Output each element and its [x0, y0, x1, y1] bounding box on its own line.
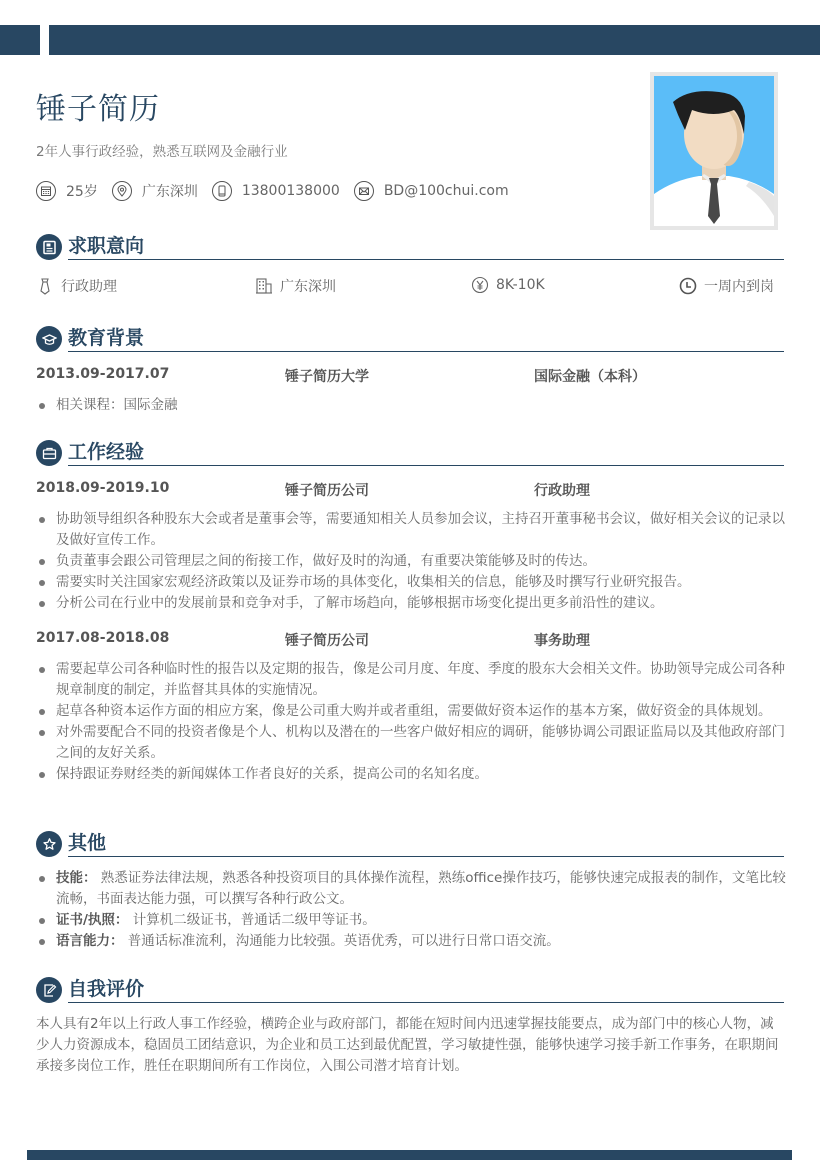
work-bullets — [36, 659, 786, 785]
job-intent-row — [36, 276, 784, 296]
intent-availability-value: 一周内到岗 — [704, 279, 774, 295]
work-entry-header — [36, 630, 784, 650]
email-icon — [354, 181, 374, 201]
star-icon — [36, 831, 62, 857]
work-role: 行政助理 — [534, 483, 590, 499]
work-date: 2018.09-2019.10 — [36, 480, 170, 496]
education-major: 国际金融（本科） — [534, 369, 646, 385]
language-value: 普通话标准流利，沟通能力比较强。英语优秀，可以进行日常口语交流。 — [127, 933, 560, 949]
resume-name: 锤子简历 — [36, 92, 160, 127]
list-item: 分析公司在行业中的发展前景和竞争对手，了解市场趋向，能够根据市场变化提出更多前沿性的建议。 — [36, 593, 786, 614]
list-item: 需要实时关注国家宏观经济政策以及证券市场的具体变化，收集相关的信息，能够及时撰写行业研究报告。 — [36, 572, 786, 593]
certificate-label: 证书/执照： — [56, 912, 129, 928]
work-company: 锤子简历公司 — [285, 633, 369, 649]
intent-city-value: 广东深圳 — [280, 279, 336, 295]
list-item — [36, 868, 786, 910]
section-other-header — [36, 829, 784, 857]
intent-city — [255, 276, 336, 296]
language-label: 语言能力： — [56, 933, 124, 949]
document-icon — [36, 234, 62, 260]
section-intent-header — [36, 232, 784, 260]
list-item: 相关课程：国际金融 — [36, 395, 786, 416]
work-company: 锤子简历公司 — [285, 483, 369, 499]
email-value: BD@100chui.com — [383, 183, 509, 199]
list-item — [36, 931, 786, 952]
section-title: 教育背景 — [68, 327, 145, 349]
contact-age — [36, 181, 98, 201]
intent-salary — [471, 276, 545, 294]
list-item: 起草各种资本运作方面的相应方案，像是公司重大购并或者重组，需要做好资本运作的基本方案，做好资金的具体规划。 — [36, 701, 786, 722]
section-title: 工作经验 — [68, 441, 145, 463]
education-school: 锤子简历大学 — [285, 369, 369, 385]
certificate-value: 计算机二级证书，普通话二级甲等证书。 — [132, 912, 376, 928]
contact-info — [36, 181, 523, 201]
header-bar-right — [49, 25, 820, 55]
tie-icon — [36, 277, 54, 295]
avatar — [654, 76, 774, 226]
yen-icon — [471, 276, 489, 294]
age-value: 25岁 — [66, 184, 98, 200]
phone-value: 13800138000 — [241, 183, 340, 199]
education-date: 2013.09-2017.07 — [36, 366, 170, 382]
footer-bar — [27, 1150, 792, 1160]
intent-position-value: 行政助理 — [61, 279, 117, 295]
section-self-eval-header — [36, 975, 784, 1003]
location-value: 广东深圳 — [141, 184, 198, 200]
resume-tagline: 2年人事行政经验，熟悉互联网及金融行业 — [36, 144, 288, 160]
contact-email — [354, 181, 509, 201]
work-entry-header — [36, 480, 784, 500]
briefcase-icon — [36, 440, 62, 466]
skill-value: 熟悉证券法律法规，熟悉各种投资项目的具体操作流程，熟练office操作技巧，能够快速完成报表的制作，文笔比较流畅，书面表达能力强，可以撰写各种行政公文。 — [56, 870, 786, 907]
list-item: 需要起草公司各种临时性的报告以及定期的报告，像是公司月度、年度、季度的股东大会相关文件。协助领导完成公司各种规章制度的制定，并监督其具体的实施情况。 — [36, 659, 786, 701]
edit-icon — [36, 977, 62, 1003]
section-title: 自我评价 — [68, 978, 145, 1000]
section-work-header — [36, 438, 784, 466]
clock-icon — [679, 277, 697, 295]
intent-availability — [679, 276, 774, 296]
profile-photo — [650, 72, 778, 230]
list-item: 负责董事会跟公司管理层之间的衔接工作，做好及时的沟通，有重要决策能够及时的传达。 — [36, 551, 786, 572]
work-role: 事务助理 — [534, 633, 590, 649]
education-bullets — [36, 395, 786, 416]
work-bullets — [36, 509, 786, 614]
section-education-header — [36, 324, 784, 352]
other-bullets — [36, 868, 786, 952]
intent-position — [36, 276, 117, 296]
section-title: 其他 — [68, 832, 107, 854]
calendar-icon — [36, 181, 56, 201]
work-date: 2017.08-2018.08 — [36, 630, 170, 646]
location-icon — [112, 181, 132, 201]
contact-phone — [212, 181, 340, 201]
education-entry-header — [36, 366, 784, 386]
graduation-cap-icon — [36, 326, 62, 352]
list-item: 协助领导组织各种股东大会或者是董事会等，需要通知相关人员参加会议，主持召开董事秘书会议，做好相关会议的记录以及做好宣传工作。 — [36, 509, 786, 551]
contact-location — [112, 181, 198, 201]
header-bar-left — [0, 25, 40, 55]
skill-label: 技能： — [56, 870, 97, 886]
self-evaluation-text: 本人具有2年以上行政人事工作经验，横跨企业与政府部门，都能在短时间内迅速掌握技能要点，成为部门中的核心人物，减少人力资源成本，稳固员工团结意识，为企业和员工达到最优配置，学习敏捷性强，能够快速学习接手新工作事务，在职期间承接多岗位工作，胜任在职期间所有工作岗位，入围公司潜才培育计划。 — [36, 1016, 779, 1074]
intent-salary-value: 8K-10K — [496, 277, 545, 293]
list-item — [36, 910, 786, 931]
list-item: 保持跟证券财经类的新闻媒体工作者良好的关系，提高公司的名知名度。 — [36, 764, 786, 785]
phone-icon — [212, 181, 232, 201]
list-item: 对外需要配合不同的投资者像是个人、机构以及潜在的一些客户做好相应的调研，能够协调公司跟证监局以及其他政府部门之间的友好关系。 — [36, 722, 786, 764]
building-icon — [255, 277, 273, 295]
section-title: 求职意向 — [68, 235, 145, 257]
